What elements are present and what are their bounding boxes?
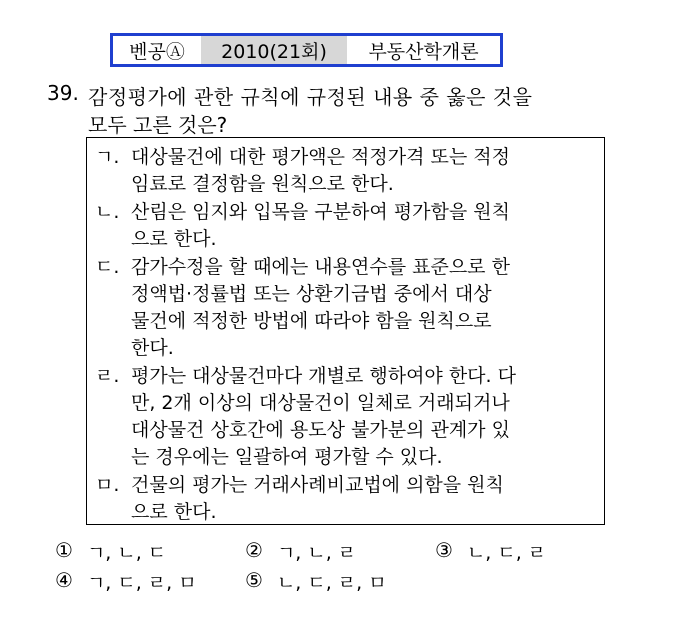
question-number: 39. [47,81,79,105]
statement-line: 대상물건에 대한 평가액은 적정가격 또는 적정 [131,146,510,168]
statement-marker: ㄱ. [95,146,120,168]
header-subject-code: 벤공Ⓐ [129,40,185,63]
option-text: ㄴ, ㄷ, ㄹ, ㅁ [276,572,387,594]
statement-line: 으로 한다. [131,228,217,250]
statement-marker: ㄴ. [95,201,120,223]
question-text-line-2: 모두 고른 것은? [88,113,228,137]
statement-marker: ㅁ. [95,474,120,496]
option-number: ⑤ [245,568,263,592]
option-text: ㄱ, ㄴ, ㄹ [276,542,357,564]
statement-line: 정액법·정률법 또는 상환기금법 중에서 대상 [131,283,492,305]
option-text: ㄱ, ㄴ, ㄷ [86,542,167,564]
answer-option-4[interactable] [55,568,197,595]
option-text: ㄱ, ㄷ, ㄹ, ㅁ [86,572,197,594]
option-number: ④ [55,568,73,592]
question-text-line-1: 감정평가에 관한 규칙에 규정된 내용 중 옳은 것을 [88,85,533,109]
option-text: ㄴ, ㄷ, ㄹ [466,542,547,564]
answer-option-3[interactable] [435,538,546,565]
option-number: ③ [435,538,453,562]
statement-line: 건물의 평가는 거래사례비교법에 의함을 원칙 [131,474,504,496]
statement-marker: ㄷ. [95,256,120,278]
statement-line: 만, 2개 이상의 대상물건이 일체로 거래되거나 [131,392,510,414]
statement-line: 한다. [131,337,174,359]
statement-line: 산림은 임지와 입목을 구분하여 평가함을 원칙 [131,201,510,223]
statement-line: 는 경우에는 일괄하여 평가할 수 있다. [131,446,443,468]
statement-line: 물건에 적정한 방법에 따라야 함을 원칙으로 [131,310,492,332]
header-year: 2010(21회) [201,36,347,64]
statement-marker: ㄹ. [95,365,120,387]
header-subject: 부동산학개론 [368,40,479,63]
statement-line: 평가는 대상물건마다 개별로 행하여야 한다. 다 [131,365,516,387]
answer-option-2[interactable] [245,538,356,565]
statement-line: 임료로 결정함을 원칙으로 한다. [131,173,394,195]
statement-line: 대상물건 상호간에 용도상 불가분의 관계가 있 [131,419,510,441]
exam-header [110,33,503,67]
option-number: ② [245,538,263,562]
answer-option-5[interactable] [245,568,387,595]
statement-line: 으로 한다. [131,501,217,523]
statement-line: 감가수정을 할 때에는 내용연수를 표준으로 한 [131,256,510,278]
answer-option-1[interactable] [55,538,166,565]
option-number: ① [55,538,73,562]
